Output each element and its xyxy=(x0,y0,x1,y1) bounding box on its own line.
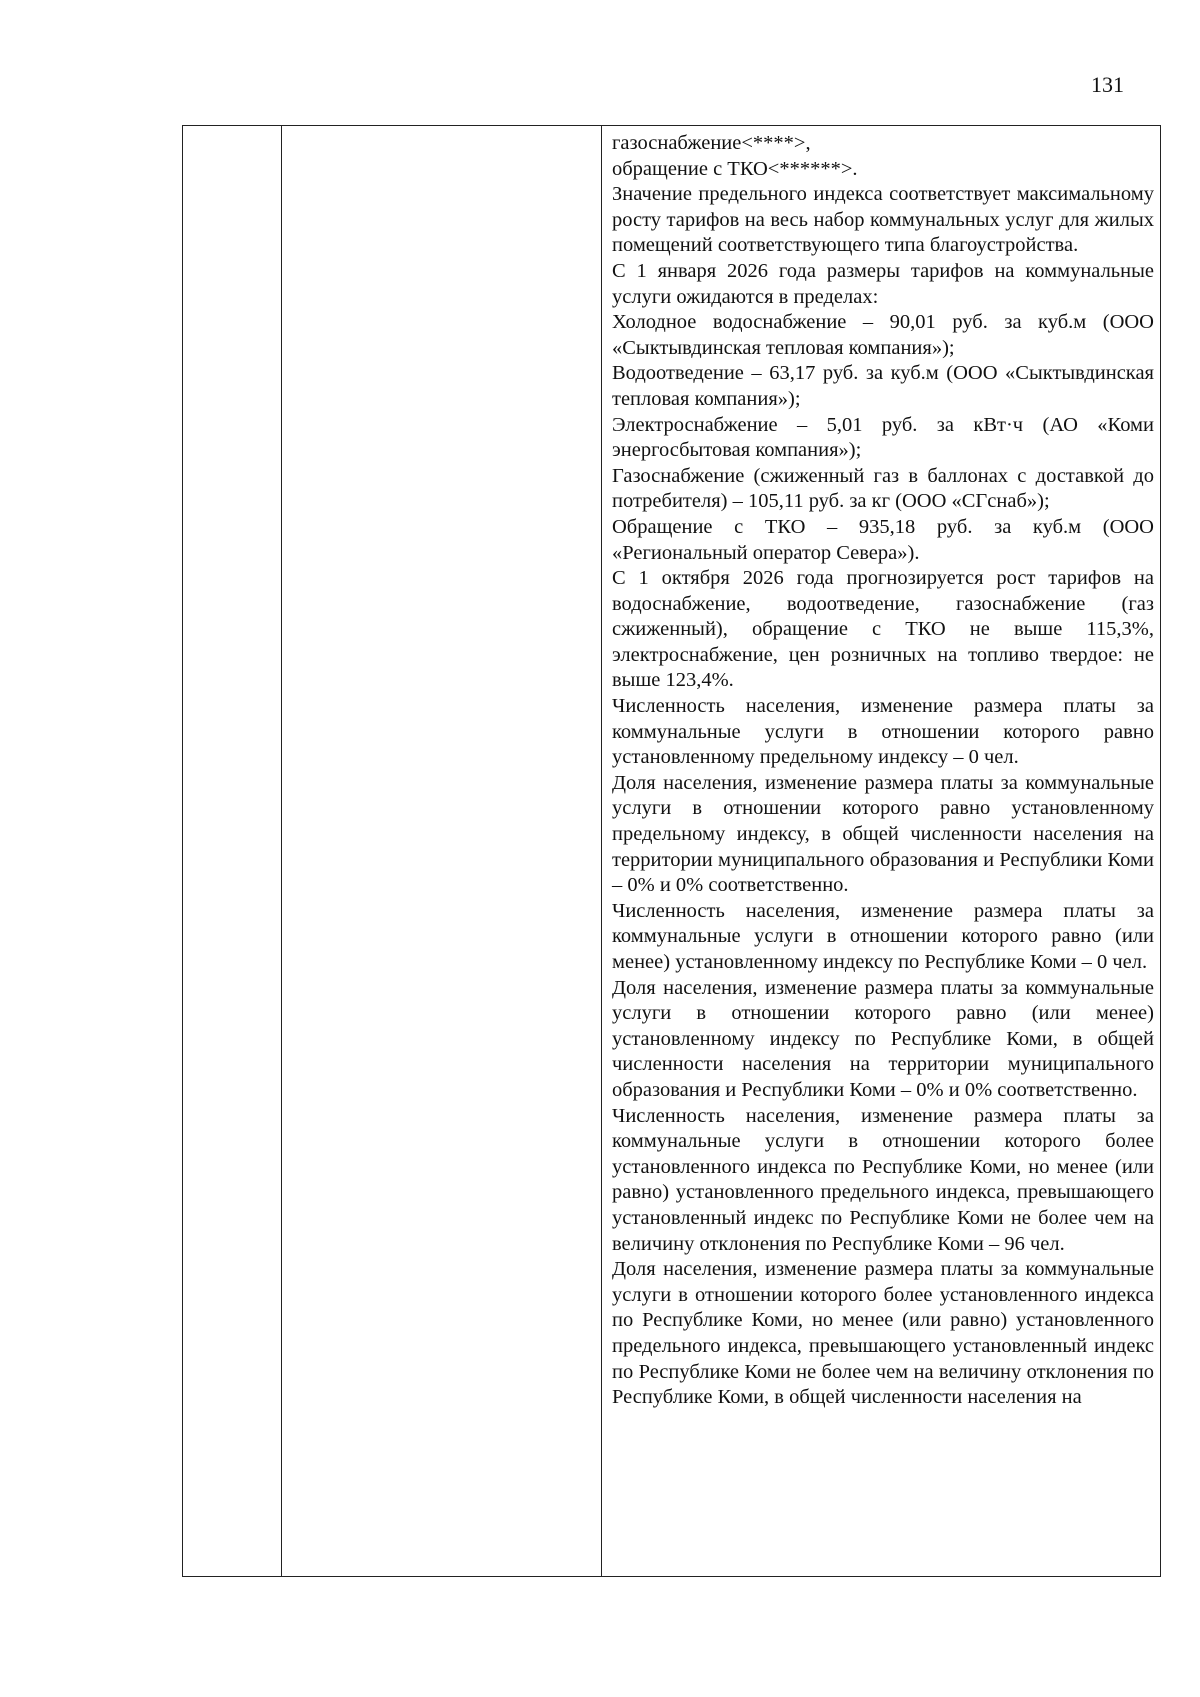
paragraph: Водоотведение – 63,17 руб. за куб.м (ООО «Сыктывдинская тепловая компания»); xyxy=(612,362,1154,410)
table-cell-column-2 xyxy=(282,126,602,1577)
paragraph: обращение с ТКО<******>. xyxy=(612,157,858,180)
paragraph: газоснабжение<****>, xyxy=(612,132,811,154)
page-number: 131 xyxy=(1091,72,1124,97)
paragraph: Численность населения, изменение размера платы за коммунальные услуги в отношении которого равно установленному предельному индексу – 0 чел. xyxy=(612,695,1154,769)
paragraph: Доля населения, изменение размера платы за коммунальные услуги в отношении которого более установленного индекса по Республике Коми, но менее (или равно) установленного предельного индекса, превышающего установленный индекс по Республике Коми не более чем на величину отклонения по Республике Коми, в общей численности населения на xyxy=(612,1258,1154,1409)
table-cell-column-1 xyxy=(183,126,282,1577)
paragraph: Электроснабжение – 5,01 руб. за кВт·ч (АО «Коми энергосбытовая компания»); xyxy=(612,413,1154,462)
table-row xyxy=(183,126,1161,1577)
paragraph: Численность населения, изменение размера платы за коммунальные услуги в отношении которого более установленного индекса по Республике Коми, но менее (или равно) установленного предельного индекса, превышающего установленный индекс по Республике Коми не более чем на величину отклонения по Республике Коми – 96 чел. xyxy=(612,1104,1154,1255)
paragraph: Обращение с ТКО – 935,18 руб. за куб.м (ООО «Региональный оператор Севера»). xyxy=(612,515,1154,564)
paragraph: С 1 октября 2026 года прогнозируется рост тарифов на водоснабжение, водоотведение, газоснабжение (газ сжиженный), обращение с ТКО не выше 115,3%, электроснабжение, цен розничных на топливо твердое: не выше 123,4%. xyxy=(612,567,1154,692)
paragraph: Значение предельного индекса соответствует максимальному росту тарифов на весь набор коммунальных услуг для жилых помещений соответствующего типа благоустройства. xyxy=(612,183,1154,257)
paragraph: Численность населения, изменение размера платы за коммунальные услуги в отношении которого равно (или менее) установленному индексу по Республике Коми – 0 чел. xyxy=(612,899,1154,973)
paragraph: Доля населения, изменение размера платы за коммунальные услуги в отношении которого равно (или менее) установленному индексу по Республике Коми, в общей численности населения на территории муниципального образования и Республики Коми – 0% и 0% соответственно. xyxy=(612,976,1154,1101)
table-cell-column-3 xyxy=(602,126,1161,1577)
paragraph: Газоснабжение (сжиженный газ в баллонах с доставкой до потребителя) – 105,11 руб. за кг (ООО «СГснаб»); xyxy=(612,464,1154,513)
paragraph: Холодное водоснабжение – 90,01 руб. за куб.м (ООО «Сыктывдинская тепловая компания»); xyxy=(612,311,1154,359)
paragraph: Доля населения, изменение размера платы за коммунальные услуги в отношении которого равно установленному предельному индексу, в общей численности населения на территории муниципального образования и Республики Коми – 0% и 0% соответственно. xyxy=(612,771,1154,897)
cell-text-block xyxy=(602,126,1160,1411)
document-table xyxy=(182,125,1161,1577)
paragraph: С 1 января 2026 года размеры тарифов на коммунальные услуги ожидаются в пределах: xyxy=(612,259,1154,308)
